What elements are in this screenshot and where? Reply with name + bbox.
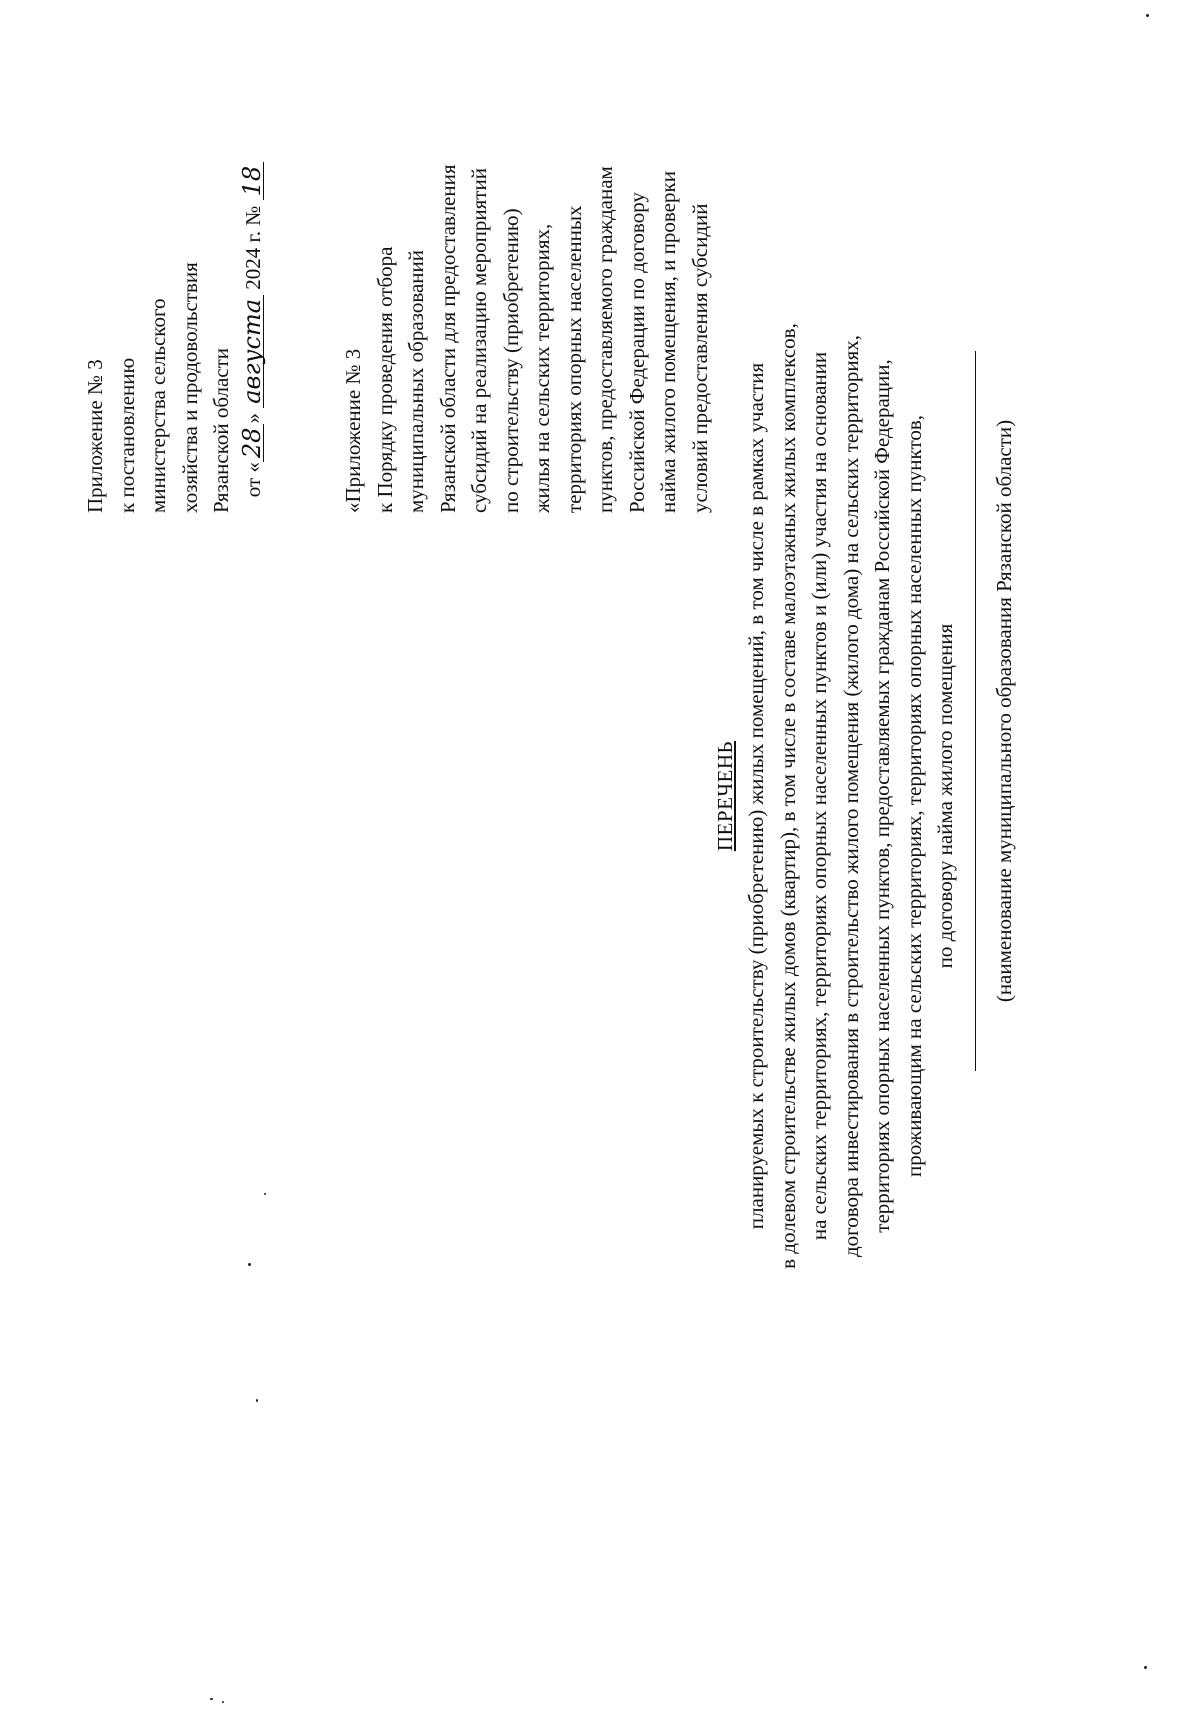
document-heading (710, 91, 962, 1501)
approval-line: Приложение № 3 (83, 359, 107, 513)
scan-speck (222, 1701, 224, 1703)
approval-line: хозяйства и продовольствия (177, 262, 202, 513)
date-year: 2024 г. № (240, 205, 265, 290)
approval-line: министерства сельского (146, 298, 170, 513)
order-line: «Приложение № 3 (341, 348, 365, 513)
municipality-name-caption: (наименование муниципального образования Рязанской области) (992, 419, 1016, 1003)
scan-speck (264, 1193, 266, 1195)
municipality-name-rule (975, 351, 976, 1071)
approval-line: к постановлению (114, 357, 139, 513)
order-line: Российской Федерации по договору (624, 192, 649, 513)
subtitle-line: на сельских территориях, территориях опорных населенных пунктов и (или) участия на основании (807, 351, 831, 1241)
document-subtitle (741, 91, 962, 1501)
order-line: муниципальных образований (404, 250, 428, 513)
order-line: жилья на сельских территориях, (530, 223, 554, 513)
order-line: Рязанской области для предоставления (435, 164, 460, 513)
approval-date-line (238, 162, 270, 513)
subtitle-line: по договору найма жилого помещения (933, 623, 957, 969)
subtitle-line: территориях опорных населенных пунктов, предоставляемых гражданам Российской Федерации, (870, 359, 894, 1233)
approval-line: Рязанской области (209, 347, 233, 513)
scan-speck (248, 1263, 251, 1266)
date-mid: » (240, 413, 265, 424)
subtitle-line: проживающим на сельских территориях, территориях опорных населенных пунктов, (901, 414, 926, 1178)
order-line: к Порядку проведения отбора (372, 246, 397, 513)
scan-speck (210, 1698, 213, 1700)
scan-speck (1146, 14, 1149, 17)
scan-speck (1144, 1666, 1147, 1669)
order-line: пунктов, предоставляемого гражданам (593, 166, 617, 513)
subtitle-line: в долевом строительстве жилых домов (квартир), в том числе в составе малоэтажных жилых комплексов, (775, 323, 800, 1269)
order-line: условий предоставления субсидий (687, 203, 712, 513)
scan-speck (256, 1399, 258, 1402)
document-title: ПЕРЕЧЕНЬ (713, 740, 737, 852)
order-line: по строительству (приобретению) (498, 208, 523, 513)
handwritten-number: 18 (241, 162, 264, 201)
order-line: найма жилого помещения, и проверки (656, 171, 680, 513)
handwritten-day: 28 (241, 424, 264, 463)
date-prefix: от « (240, 462, 265, 498)
order-line: территориях опорных населенных (561, 205, 586, 513)
order-line: субсидий на реализацию мероприятий (467, 168, 491, 513)
approval-block (80, 162, 269, 513)
subtitle-line: планируемых к строительству (приобретению) жилых помещений, в том числе в рамках участия (744, 362, 768, 1230)
order-reference-block (338, 165, 716, 514)
subtitle-line: договора инвестирования в строительство жилого помещения (жилого дома) на сельских территориях, (838, 334, 863, 1258)
handwritten-month: августа (241, 295, 264, 408)
